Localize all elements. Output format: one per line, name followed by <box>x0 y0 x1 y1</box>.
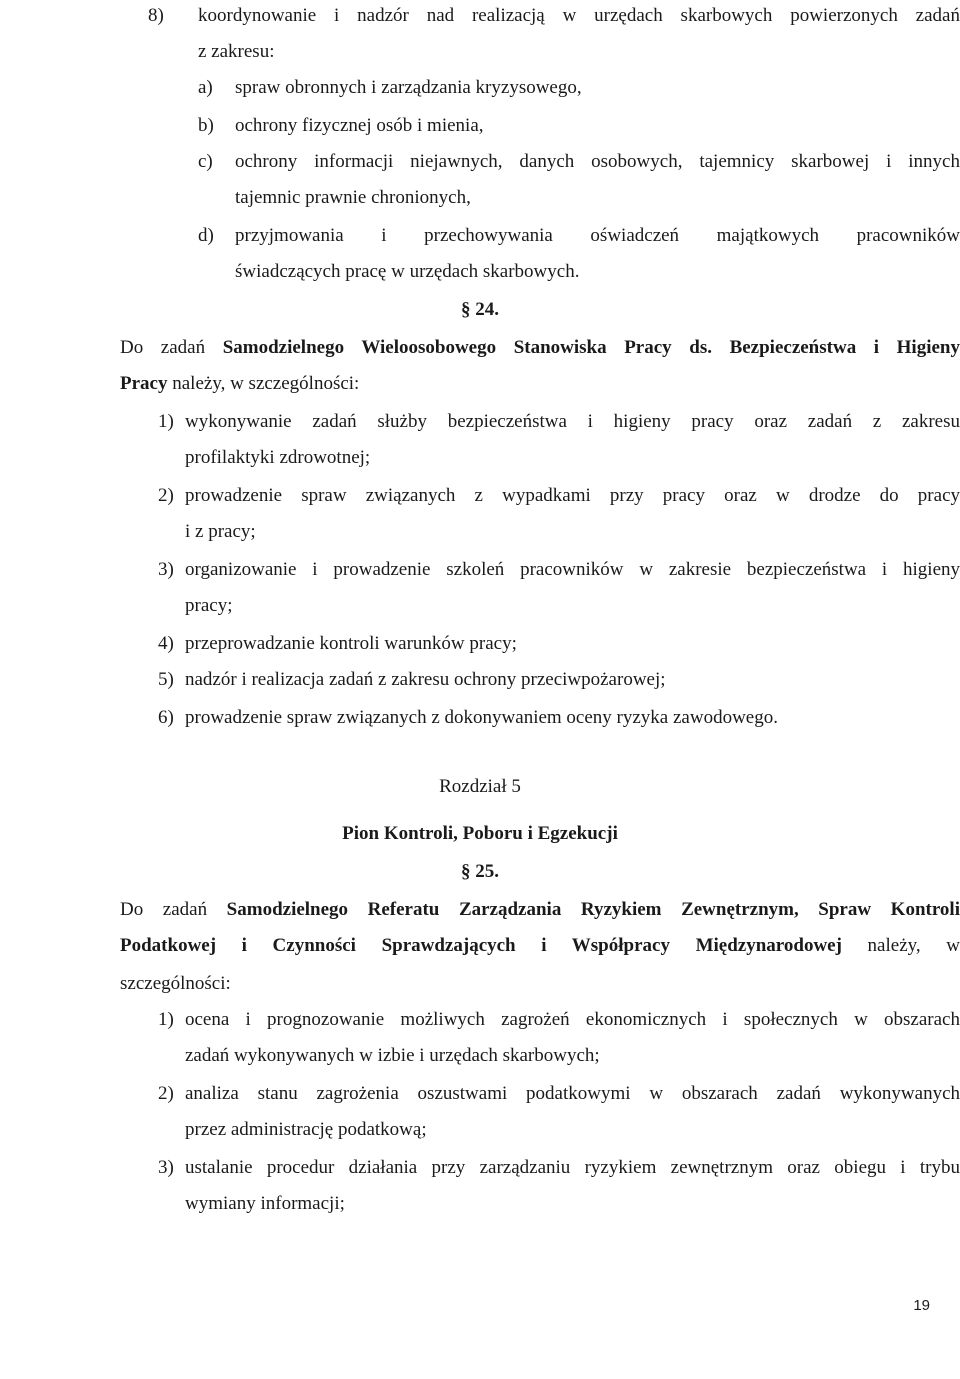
section-heading: § 24. <box>461 299 499 320</box>
item-text: z zakresu: <box>198 41 275 62</box>
subitem-text: przyjmowania i przechowywania oświadczeń majątkowych pracowników <box>235 225 960 246</box>
item-number: 5) <box>158 669 174 690</box>
subitem-text: ochrony fizycznej osób i mienia, <box>235 115 484 136</box>
subitem-text: tajemnic prawnie chronionych, <box>235 187 471 208</box>
section-intro: Podatkowej i Czynności Sprawdzających i Współpracy Międzynarodowej należy, w <box>120 935 960 956</box>
item-number: 1) <box>158 1009 174 1030</box>
subitem-text: ochrony informacji niejawnych, danych osobowych, tajemnicy skarbowej i innych <box>235 151 960 172</box>
subitem-letter: a) <box>198 77 213 98</box>
section-intro: Do zadań Samodzielnego Referatu Zarządzania Ryzykiem Zewnętrznym, Spraw Kontroli <box>120 899 960 920</box>
item-text: wykonywanie zadań służby bezpieczeństwa i higieny pracy oraz zadań z zakresu <box>185 411 960 432</box>
item-text: analiza stanu zagrożenia oszustwami podatkowymi w obszarach zadań wykonywanych <box>185 1083 960 1104</box>
section-intro: Do zadań Samodzielnego Wieloosobowego Stanowiska Pracy ds. Bezpieczeństwa i Higieny <box>120 337 960 358</box>
item-text: pracy; <box>185 595 233 616</box>
chapter-subtitle: Pion Kontroli, Poboru i Egzekucji <box>342 823 618 844</box>
item-text: ustalanie procedur działania przy zarządzaniu ryzykiem zewnętrznym oraz obiegu i trybu <box>185 1157 960 1178</box>
item-text: organizowanie i prowadzenie szkoleń pracowników w zakresie bezpieczeństwa i higieny <box>185 559 960 580</box>
subitem-letter: c) <box>198 151 213 172</box>
item-text: profilaktyki zdrowotnej; <box>185 447 371 468</box>
item-number: 2) <box>158 485 174 506</box>
item-number: 4) <box>158 633 174 654</box>
item-text: wymiany informacji; <box>185 1193 345 1214</box>
subitem-letter: b) <box>198 115 214 136</box>
item-number: 6) <box>158 707 174 728</box>
subitem-text: spraw obronnych i zarządzania kryzysowego, <box>235 77 582 98</box>
item-text: przeprowadzanie kontroli warunków pracy; <box>185 633 517 654</box>
item-number: 8) <box>148 5 164 26</box>
item-text: i z pracy; <box>185 521 256 542</box>
item-text: prowadzenie spraw związanych z wypadkami przy pracy oraz w drodze do pracy <box>185 485 960 506</box>
item-number: 1) <box>158 411 174 432</box>
item-text: nadzór i realizacja zadań z zakresu ochrony przeciwpożarowej; <box>185 669 666 690</box>
item-text: ocena i prognozowanie możliwych zagrożeń ekonomicznych i społecznych w obszarach <box>185 1009 960 1030</box>
item-number: 2) <box>158 1083 174 1104</box>
item-text: prowadzenie spraw związanych z dokonywaniem oceny ryzyka zawodowego. <box>185 707 778 728</box>
section-heading: § 25. <box>461 861 499 882</box>
chapter-title: Rozdział 5 <box>439 776 521 797</box>
item-number: 3) <box>158 559 174 580</box>
subitem-letter: d) <box>198 225 214 246</box>
item-number: 3) <box>158 1157 174 1178</box>
page-number: 19 <box>913 1297 930 1314</box>
section-intro: szczególności: <box>120 973 231 994</box>
section-intro: Pracy należy, w szczególności: <box>120 373 360 394</box>
item-text: zadań wykonywanych w izbie i urzędach skarbowych; <box>185 1045 600 1066</box>
item-text: przez administrację podatkową; <box>185 1119 427 1140</box>
item-text: koordynowanie i nadzór nad realizacją w urzędach skarbowych powierzonych zadań <box>198 5 960 26</box>
subitem-text: świadczących pracę w urzędach skarbowych. <box>235 261 580 282</box>
